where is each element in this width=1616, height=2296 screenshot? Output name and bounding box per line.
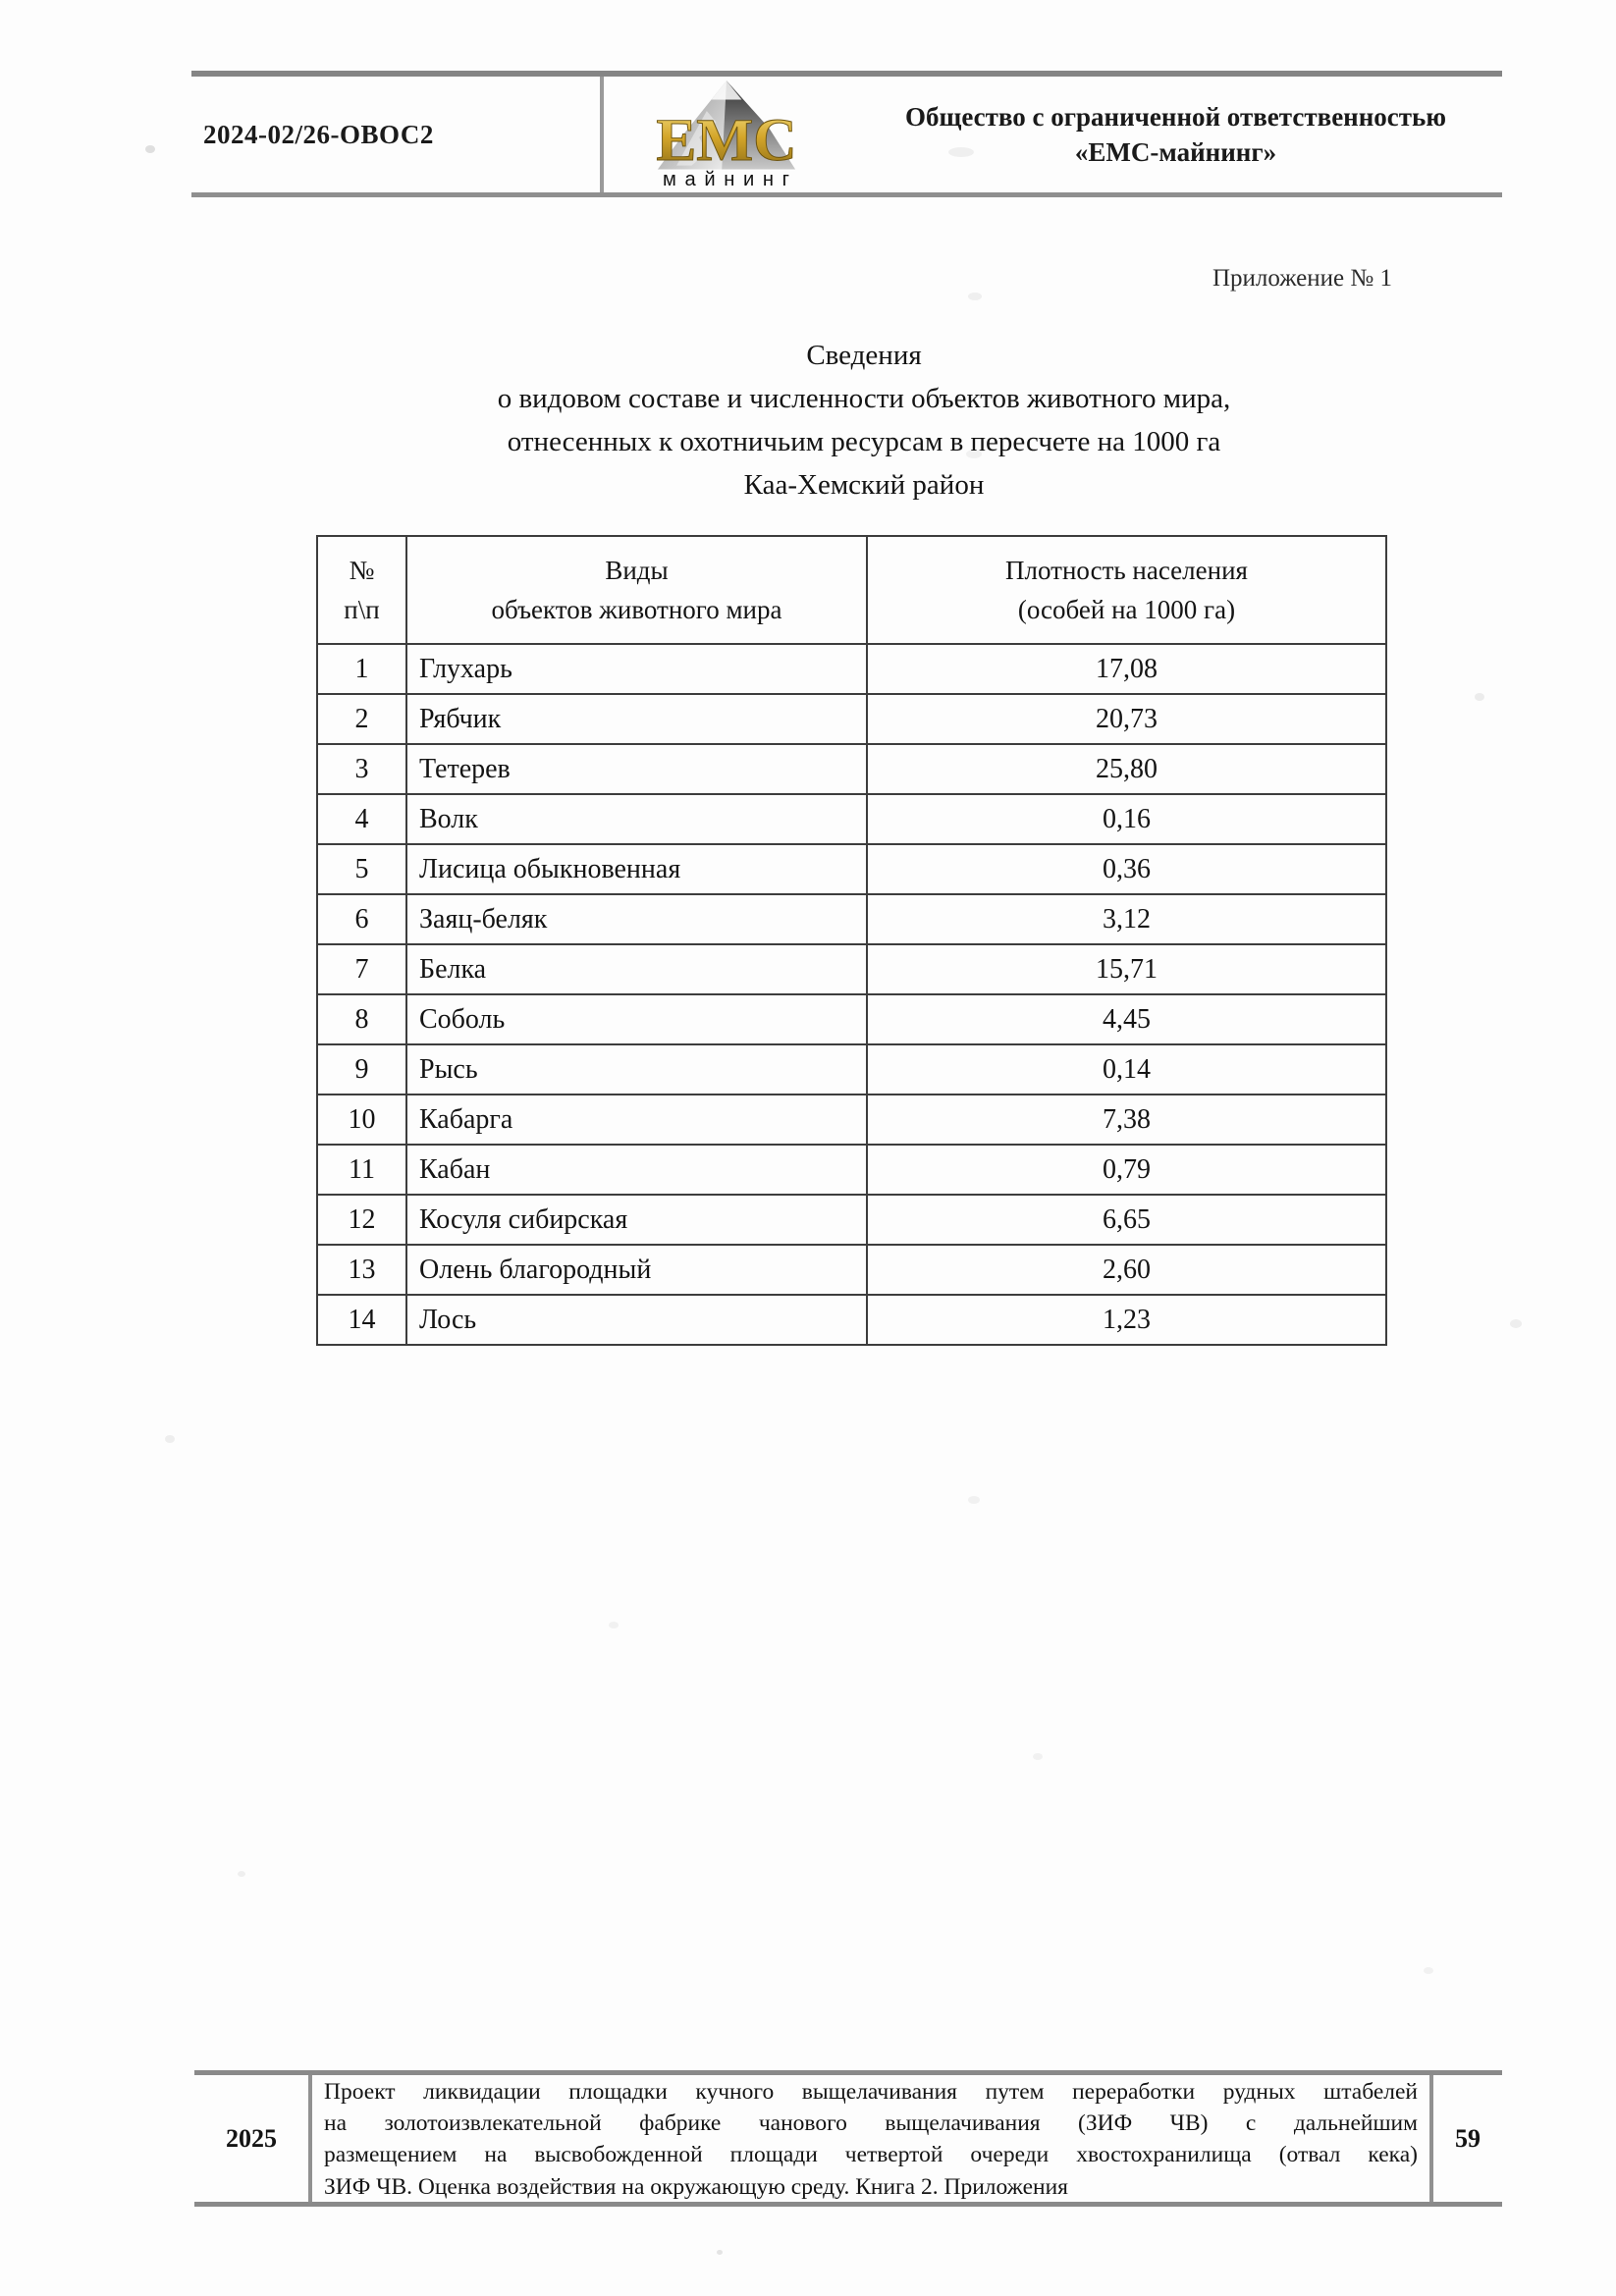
footer-desc-line4: ЗИФ ЧВ. Оценка воздействия на окружающую среду. Книга 2. Приложения: [324, 2173, 1068, 2200]
density-value: 25,80: [867, 744, 1386, 794]
row-number: 3: [317, 744, 406, 794]
row-number: 2: [317, 694, 406, 744]
density-value: 4,45: [867, 994, 1386, 1044]
density-value: 20,73: [867, 694, 1386, 744]
row-number: 13: [317, 1245, 406, 1295]
scan-speckle: [609, 1622, 619, 1629]
title-line4: Каа-Хемский район: [743, 469, 985, 501]
row-number: 7: [317, 944, 406, 994]
title-line1: Сведения: [806, 340, 922, 371]
density-value: 0,16: [867, 794, 1386, 844]
species-name: Глухарь: [406, 644, 867, 694]
species-name: Кабан: [406, 1145, 867, 1195]
footer-year: 2025: [226, 2123, 277, 2153]
species-name: Соболь: [406, 994, 867, 1044]
table-row: [317, 644, 1386, 694]
scan-speckle: [1475, 693, 1484, 701]
species-name: Олень благородный: [406, 1245, 867, 1295]
scan-speckle: [1424, 1967, 1433, 1974]
species-name: Волк: [406, 794, 867, 844]
species-name: Кабарга: [406, 1095, 867, 1145]
document-title: [299, 334, 1428, 507]
col-header-species-line2: объектов животного мира: [491, 595, 782, 624]
appendix-label: Приложение № 1: [1212, 265, 1392, 292]
row-number: 1: [317, 644, 406, 694]
col-header-number-line2: п\п: [344, 595, 380, 624]
table-row: [317, 794, 1386, 844]
species-name: Тетерев: [406, 744, 867, 794]
col-header-density: [867, 536, 1386, 644]
species-name: Лось: [406, 1295, 867, 1345]
scan-speckle: [238, 1871, 245, 1877]
table-row: [317, 1195, 1386, 1245]
species-name: Рысь: [406, 1044, 867, 1095]
density-value: 15,71: [867, 944, 1386, 994]
col-header-species-line1: Виды: [605, 556, 669, 585]
company-name: [849, 77, 1502, 192]
row-number: 9: [317, 1044, 406, 1095]
table-row: [317, 844, 1386, 894]
density-value: 2,60: [867, 1245, 1386, 1295]
scan-speckle: [1510, 1319, 1522, 1328]
table-row: [317, 1245, 1386, 1295]
company-name-line2: «ЕМС-майнинг»: [1074, 137, 1277, 167]
density-value: 3,12: [867, 894, 1386, 944]
table-row: [317, 994, 1386, 1044]
col-header-density-line2: (особей на 1000 га): [1017, 595, 1236, 624]
species-name: Рябчик: [406, 694, 867, 744]
row-number: 14: [317, 1295, 406, 1345]
species-name: Косуля сибирская: [406, 1195, 867, 1245]
animal-density-table: [316, 535, 1387, 1346]
table-row: [317, 744, 1386, 794]
footer-desc-line1: Проект ликвидации площадки кучного выщелачивания путем переработки рудных штабелей: [324, 2079, 1418, 2105]
row-number: 12: [317, 1195, 406, 1245]
scan-speckle: [717, 2250, 723, 2255]
table-row: [317, 944, 1386, 994]
row-number: 11: [317, 1145, 406, 1195]
density-value: 17,08: [867, 644, 1386, 694]
col-header-species: [406, 536, 867, 644]
scan-speckle: [968, 293, 982, 300]
document-code: 2024-02/26-ОВОС2: [191, 77, 604, 192]
title-line2: о видовом составе и численности объектов животного мира,: [497, 383, 1231, 414]
emc-logo-graphic: [609, 79, 844, 190]
species-name: Белка: [406, 944, 867, 994]
table-row: [317, 1044, 1386, 1095]
col-header-number: [317, 536, 406, 644]
scan-speckle: [145, 145, 155, 153]
footer-project-description: [308, 2075, 1433, 2202]
row-number: 6: [317, 894, 406, 944]
col-header-number-line1: №: [349, 556, 375, 585]
table-row: [317, 1145, 1386, 1195]
table-row: [317, 1295, 1386, 1345]
scan-speckle: [1033, 1753, 1043, 1760]
density-value: 1,23: [867, 1295, 1386, 1345]
page-header: [191, 71, 1502, 197]
row-number: 10: [317, 1095, 406, 1145]
density-value: 7,38: [867, 1095, 1386, 1145]
footer-desc-line2: на золотоизвлекательной фабрике чанового выщелачивания (ЗИФ ЧВ) с дальнейшим: [324, 2110, 1418, 2137]
page-footer: [194, 2070, 1502, 2207]
table-row: [317, 1095, 1386, 1145]
col-header-density-line1: Плотность населения: [1005, 556, 1248, 585]
species-name: Заяц-беляк: [406, 894, 867, 944]
logo-emc-text: ЕМС: [656, 106, 797, 174]
scan-speckle: [165, 1435, 175, 1443]
row-number: 8: [317, 994, 406, 1044]
density-value: 0,79: [867, 1145, 1386, 1195]
title-line3: отнесенных к охотничьим ресурсам в пересчете на 1000 га: [507, 426, 1221, 457]
density-value: 6,65: [867, 1195, 1386, 1245]
scan-speckle: [968, 1496, 980, 1504]
species-name: Лисица обыкновенная: [406, 844, 867, 894]
company-logo: [604, 77, 849, 192]
company-name-line1: Общество с ограниченной ответственностью: [905, 102, 1446, 132]
logo-mining-text: майнинг: [662, 168, 798, 190]
table-row: [317, 894, 1386, 944]
row-number: 5: [317, 844, 406, 894]
density-value: 0,36: [867, 844, 1386, 894]
page-number: 59: [1455, 2123, 1481, 2153]
density-value: 0,14: [867, 1044, 1386, 1095]
table-row: [317, 694, 1386, 744]
footer-desc-line3: размещением на высвобожденной площади четвертой очереди хвостохранилища (отвал кека): [324, 2142, 1418, 2168]
row-number: 4: [317, 794, 406, 844]
table-header-row: [317, 536, 1386, 644]
